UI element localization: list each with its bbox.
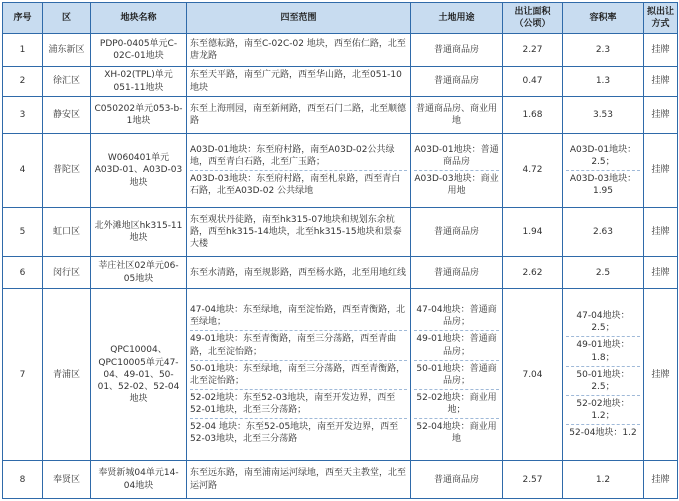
- row-plot-name: 北外滩地区hk315-11地块: [91, 207, 187, 256]
- row-district: 浦东新区: [43, 34, 91, 67]
- far-part: 49-01地块：1.8；: [566, 336, 640, 365]
- row-method: 挂牌: [644, 289, 678, 461]
- row-no: 7: [3, 289, 43, 461]
- row-no: 6: [3, 256, 43, 289]
- row-district: 虹口区: [43, 207, 91, 256]
- row-no: 8: [3, 461, 43, 499]
- row-no: 4: [3, 134, 43, 208]
- row-no: 5: [3, 207, 43, 256]
- land-use-part: 50-01地块：普通商品房；: [414, 360, 499, 389]
- boundary-part: 52-04 地块：东至52-05地块，南至开发边界，西至52-03地块，北至三分荡路: [190, 418, 407, 447]
- land-use-part: A03D-03地块：商业用地: [414, 170, 499, 199]
- row-land-use: 普通商品房: [411, 66, 503, 97]
- far-part: 52-04地块：1.2: [566, 424, 640, 441]
- row-no: 3: [3, 97, 43, 134]
- row-method: 挂牌: [644, 461, 678, 499]
- table-row: [3, 66, 678, 97]
- row-district: 奉贤区: [43, 461, 91, 499]
- row-method: 挂牌: [644, 34, 678, 67]
- row-area: 2.57: [503, 461, 563, 499]
- row-method: 挂牌: [644, 256, 678, 289]
- row-boundary: 东至远东路，南至浦南运河绿地，西至天主教堂，北至运河路: [187, 461, 411, 499]
- boundary-part: 50-01地块：东至绿地，南至三分荡路，西至青衡路，北至淀怡路；: [190, 360, 407, 389]
- table-row: [3, 289, 678, 461]
- far-part: 50-01地块：2.5；: [566, 366, 640, 395]
- row-land-use: 普通商品房: [411, 461, 503, 499]
- far-part: A03D-03地块：1.95: [566, 170, 640, 199]
- row-plot-name: XH-02(TPL)单元051-11地块: [91, 66, 187, 97]
- row-boundary: [187, 289, 411, 461]
- row-area: 4.72: [503, 134, 563, 208]
- boundary-part: 47-04地块：东至绿地，南至淀怡路，西至青衡路，北至绿地；: [190, 305, 406, 328]
- row-boundary: 东至天平路，南至广元路，西至华山路，北至051-10地块: [187, 66, 411, 97]
- row-boundary: 东至水清路，南至规影路，西至杨水路，北至用地红线: [187, 256, 411, 289]
- row-boundary: 东至观状丹徒路，南至hk315-07地块和规划东余杭路，西至hk315-14地块，北至hk315-15地块和景泰大楼: [187, 207, 411, 256]
- table-header-row: [3, 3, 678, 34]
- row-land-use: 普通商品房、商业用地: [411, 97, 503, 134]
- table-row: [3, 134, 678, 208]
- row-method: 挂牌: [644, 134, 678, 208]
- header-method: 拟出让方式: [644, 3, 678, 34]
- boundary-part: A03D-01地块：东至府村路，南至A03D-02公共绿地，西至青白石路，北至广玉路；: [190, 144, 395, 167]
- row-no: 2: [3, 66, 43, 97]
- row-plot-name: 奉贤新城04单元14-04地块: [91, 461, 187, 499]
- row-method: 挂牌: [644, 207, 678, 256]
- row-far: [563, 134, 644, 208]
- header-far: 容积率: [563, 3, 644, 34]
- row-boundary: [187, 134, 411, 208]
- header-boundary: 四至范围: [187, 3, 411, 34]
- row-area: 1.94: [503, 207, 563, 256]
- far-part: 52-02地块：1.2；: [566, 395, 640, 424]
- row-boundary: 东至上海刑园，南至新闸路，西至石门二路，北至顺德路: [187, 97, 411, 134]
- header-district: 区: [43, 3, 91, 34]
- row-area: 0.47: [503, 66, 563, 97]
- boundary-part: 52-02地块：东至52-03地块，南至开发边界，西至52-01地块，北至三分荡路；: [190, 389, 407, 418]
- row-land-use: 普通商品房: [411, 256, 503, 289]
- row-no: 1: [3, 34, 43, 67]
- land-transfer-table: [2, 2, 678, 499]
- boundary-part: A03D-03地块：东至府村路，南至札泉路，西至青白石路，北至A03D-02 公共绿地: [190, 170, 407, 199]
- far-part: A03D-01地块：2.5；: [569, 144, 637, 167]
- row-district: 普陀区: [43, 134, 91, 208]
- table-row: [3, 461, 678, 499]
- land-use-part: 52-04地块：商业用地: [414, 418, 499, 447]
- row-boundary: 东至德耘路，南至C-02C-02 地块，西至佑仁路，北至唐龙路: [187, 34, 411, 67]
- header-plot-name: 地块名称: [91, 3, 187, 34]
- row-plot-name: W060401单元A03D-01、A03D-03地块: [91, 134, 187, 208]
- row-plot-name: C050202单元053-b-1地块: [91, 97, 187, 134]
- row-district: 青浦区: [43, 289, 91, 461]
- land-use-part: 49-01地块：普通商品房；: [414, 330, 499, 359]
- row-district: 闵行区: [43, 256, 91, 289]
- row-area: 7.04: [503, 289, 563, 461]
- row-area: 2.27: [503, 34, 563, 67]
- row-far: 2.3: [563, 34, 644, 67]
- land-use-part: A03D-01地块：普通商品房: [414, 144, 499, 167]
- row-plot-name: PDP0-0405单元C-02C-01地块: [91, 34, 187, 67]
- header-no: 序号: [3, 3, 43, 34]
- row-land-use: [411, 289, 503, 461]
- row-area: 1.68: [503, 97, 563, 134]
- row-far: 1.3: [563, 66, 644, 97]
- row-land-use: 普通商品房: [411, 207, 503, 256]
- row-method: 挂牌: [644, 66, 678, 97]
- row-plot-name: 莘庄社区02单元06-05地块: [91, 256, 187, 289]
- row-far: [563, 289, 644, 461]
- row-far: 2.63: [563, 207, 644, 256]
- header-area: 出让面积（公顷）: [503, 3, 563, 34]
- table-row: [3, 256, 678, 289]
- row-far: 3.53: [563, 97, 644, 134]
- land-use-part: 47-04地块：普通商品房；: [416, 305, 497, 328]
- row-district: 徐汇区: [43, 66, 91, 97]
- table-row: [3, 34, 678, 67]
- row-far: 1.2: [563, 461, 644, 499]
- boundary-part: 49-01地块：东至青衡路，南至三分荡路，西至青曲路，北至淀怡路；: [190, 330, 407, 359]
- row-far: 2.5: [563, 256, 644, 289]
- row-method: 挂牌: [644, 97, 678, 134]
- table-row: [3, 97, 678, 134]
- row-area: 2.62: [503, 256, 563, 289]
- land-use-part: 52-02地块：商业用地；: [414, 389, 499, 418]
- far-part: 47-04地块：2.5；: [576, 311, 630, 334]
- table-row: [3, 207, 678, 256]
- row-district: 静安区: [43, 97, 91, 134]
- row-land-use: 普通商品房: [411, 34, 503, 67]
- row-land-use: [411, 134, 503, 208]
- header-land-use: 土地用途: [411, 3, 503, 34]
- row-plot-name: QPC10004、QPC10005单元47-04、49-01、50-01、52-02、52-04地块: [91, 289, 187, 461]
